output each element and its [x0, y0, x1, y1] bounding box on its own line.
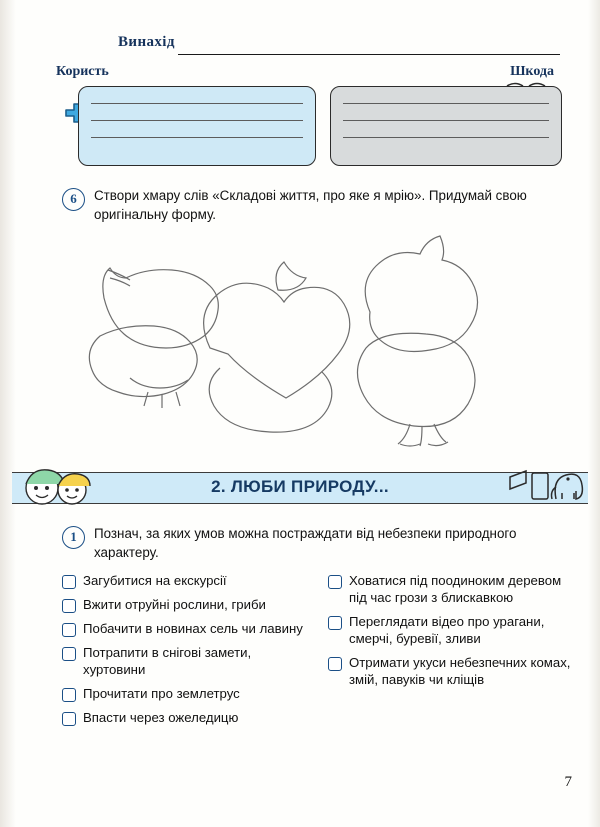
option-item[interactable]	[62, 685, 306, 702]
option-item[interactable]	[62, 620, 306, 637]
option-label: Прочитати про землетрус	[83, 686, 240, 701]
writing-line	[91, 120, 303, 121]
option-label: Отримати укуси небезпечних комах, змій, павуків чи кліщів	[349, 655, 571, 687]
writing-line	[343, 120, 549, 121]
checkbox[interactable]	[62, 688, 76, 702]
harm-writing-lines	[343, 103, 549, 154]
task-1-number: 1	[62, 526, 85, 549]
word-cloud-shape-outline[interactable]	[70, 228, 540, 453]
option-label: Ховатися під поодиноким деревом під час грози з блискавкою	[349, 573, 562, 605]
checkbox[interactable]	[62, 712, 76, 726]
option-item[interactable]	[62, 596, 306, 613]
options-column-left	[62, 572, 306, 733]
writing-line	[91, 103, 303, 104]
options-column-right	[328, 572, 572, 733]
writing-line	[343, 137, 549, 138]
option-label: Потрапити в снігові замети, хуртовини	[83, 645, 252, 677]
invention-section	[40, 34, 560, 174]
harm-answer-box[interactable]	[330, 86, 562, 166]
option-label: Побачити в новинах сель чи лавину	[83, 621, 303, 636]
option-label: Переглядати відео про урагани, смерчі, буревії, зливи	[349, 614, 545, 646]
option-item[interactable]	[328, 572, 572, 606]
task-1	[62, 524, 562, 562]
benefit-writing-lines	[91, 103, 303, 154]
option-item[interactable]	[328, 613, 572, 647]
benefit-answer-box[interactable]	[78, 86, 316, 166]
option-label: Вжити отруйні рослини, гриби	[83, 597, 266, 612]
invention-title-writing-line[interactable]	[178, 54, 560, 55]
task-1-options	[62, 572, 572, 733]
checkbox[interactable]	[62, 599, 76, 613]
page-number: 7	[564, 774, 572, 790]
checkbox[interactable]	[62, 623, 76, 637]
task-6-instruction: Створи хмару слів «Складові життя, про яке я мрію». Придумай свою оригінальну форму.	[94, 188, 527, 222]
option-item[interactable]	[328, 654, 572, 688]
section-banner	[12, 466, 588, 508]
option-label: Загубитися на екскурсії	[83, 573, 227, 588]
writing-line	[91, 137, 303, 138]
section-title: 2. ЛЮБИ ПРИРОДУ...	[211, 477, 389, 496]
benefit-label: Користь	[56, 64, 109, 79]
checkbox[interactable]	[328, 616, 342, 630]
task-6	[62, 186, 562, 224]
harm-label: Шкода	[510, 64, 554, 79]
task-1-instruction: Познач, за яких умов можна постраждати від небезпеки природного характеру.	[94, 526, 517, 560]
option-item[interactable]	[62, 709, 306, 726]
option-item[interactable]	[62, 572, 306, 589]
checkbox[interactable]	[328, 657, 342, 671]
checkbox[interactable]	[328, 575, 342, 589]
invention-title-label: Винахід	[118, 34, 175, 50]
checkbox[interactable]	[62, 575, 76, 589]
option-item[interactable]	[62, 644, 306, 678]
elephant-puzzle-icon	[506, 467, 584, 507]
option-label: Впасти через ожеледицю	[83, 710, 239, 725]
checkbox[interactable]	[62, 647, 76, 661]
children-faces-icon	[16, 466, 102, 508]
task-6-number: 6	[62, 188, 85, 211]
writing-line	[343, 103, 549, 104]
